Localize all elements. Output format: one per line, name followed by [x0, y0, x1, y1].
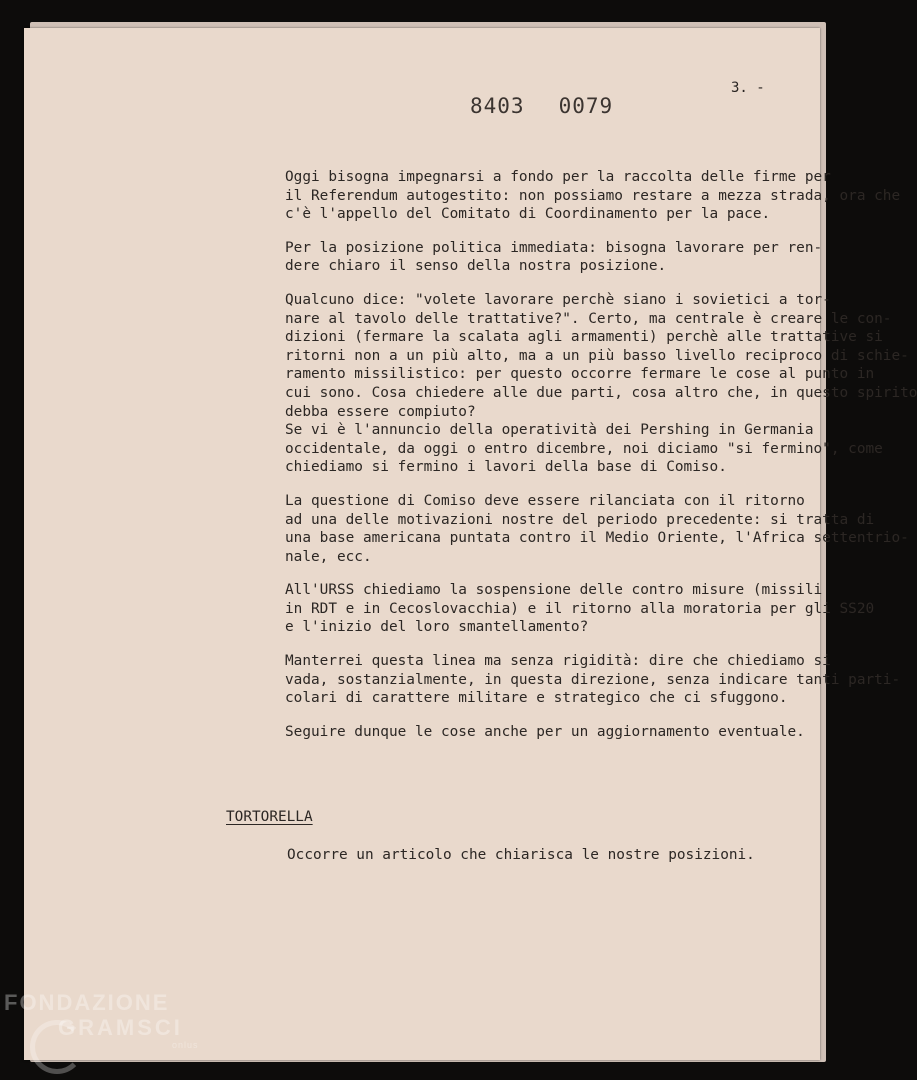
text-line: colari di carattere militare e strategico che ci sfuggono.: [285, 690, 788, 707]
text-line: nare al tavolo delle trattative?". Certo, ma centrale è creare le con-: [285, 310, 892, 327]
paragraph-4: [222, 421, 883, 477]
speaker-heading: TORTORELLA: [226, 809, 313, 825]
paragraph-7: [222, 652, 901, 708]
text-line: cui sono. Cosa chiedere alle due parti, cosa altro che, in questo spirito: [285, 384, 917, 401]
text-line: Oggi bisogna impegnarsi a fondo per la raccolta delle firme per: [285, 169, 831, 185]
paragraph-8: [222, 723, 812, 742]
archive-stamp: [470, 94, 613, 118]
text-line: Seguire dunque le cose anche per un aggiornamento eventuale.: [285, 723, 805, 740]
archive-code-second: 0079: [558, 94, 614, 118]
text-line: Per la posizione politica immediata: bisogna lavorare per ren-: [285, 239, 823, 256]
text-line: Qualcuno dice: "volete lavorare perchè siano i sovietici a tor-: [285, 291, 831, 308]
text-line: dere chiaro il senso della nostra posizione.: [285, 258, 667, 275]
text-line: Se vi è l'annuncio della operatività dei Pershing in Germania: [285, 422, 814, 439]
text-line: All'URSS chiediamo la sospensione delle contro misure (missili: [285, 582, 823, 599]
text-line: ramento missilistico: per questo occorre fermare le cose al punto in: [285, 366, 875, 383]
text-line: e l'inizio del loro smantellamento?: [285, 619, 589, 636]
text-line: occidentale, da oggi o entro dicembre, noi diciamo "si fermino", come: [285, 440, 883, 457]
text-line: La questione di Comiso deve essere rilanciata con il ritorno: [285, 492, 805, 509]
paragraph-3: [222, 291, 917, 421]
text-line: chiediamo si fermino i lavori della base di Comiso.: [285, 459, 727, 476]
document-page: [24, 28, 917, 1060]
watermark-line-2: GRAMSCI: [58, 1015, 183, 1040]
paragraph-1: [222, 168, 901, 224]
text-line: ad una delle motivazioni nostre del periodo precedente: si tratta di: [285, 511, 875, 528]
text-line: vada, sostanzialmente, in questa direzione, senza indicare tanti parti-: [285, 671, 901, 688]
text-line: in RDT e in Cecoslovacchia) e il ritorno alla moratoria per gli SS20: [285, 600, 875, 617]
text-line: Manterrei questa linea ma senza rigidità: dire che chiediamo si: [285, 653, 831, 670]
text-line: il Referendum autogestito: non possiamo restare a mezza strada, ora che: [285, 187, 901, 204]
text-line: una base americana puntata contro il Medio Oriente, l'Africa settentrio-: [285, 530, 909, 547]
paragraph-6: [222, 581, 875, 637]
text-line: nale, ecc.: [285, 548, 372, 565]
watermark-line-1: FONDAZIONE: [4, 990, 170, 1015]
speaker-text: Occorre un articolo che chiarisca le nostre posizioni.: [287, 847, 755, 863]
paragraph-2: [222, 239, 823, 276]
watermark: [4, 990, 199, 1050]
watermark-line-3: onlus: [172, 1040, 199, 1050]
archive-code-first: 8403: [470, 94, 525, 118]
paragraph-5: [222, 492, 909, 566]
text-line: dizioni (fermare la scalata agli armamenti) perchè alle trattative si: [285, 329, 883, 346]
document-body: [222, 168, 917, 756]
text-line: ritorni non a un più alto, ma a un più basso livello reciproco di schie-: [285, 347, 909, 364]
text-line: c'è l'appello del Comitato di Coordinamento per la pace.: [285, 206, 771, 223]
text-line: debba essere compiuto?: [285, 403, 476, 420]
page-number: 3. -: [731, 80, 765, 96]
